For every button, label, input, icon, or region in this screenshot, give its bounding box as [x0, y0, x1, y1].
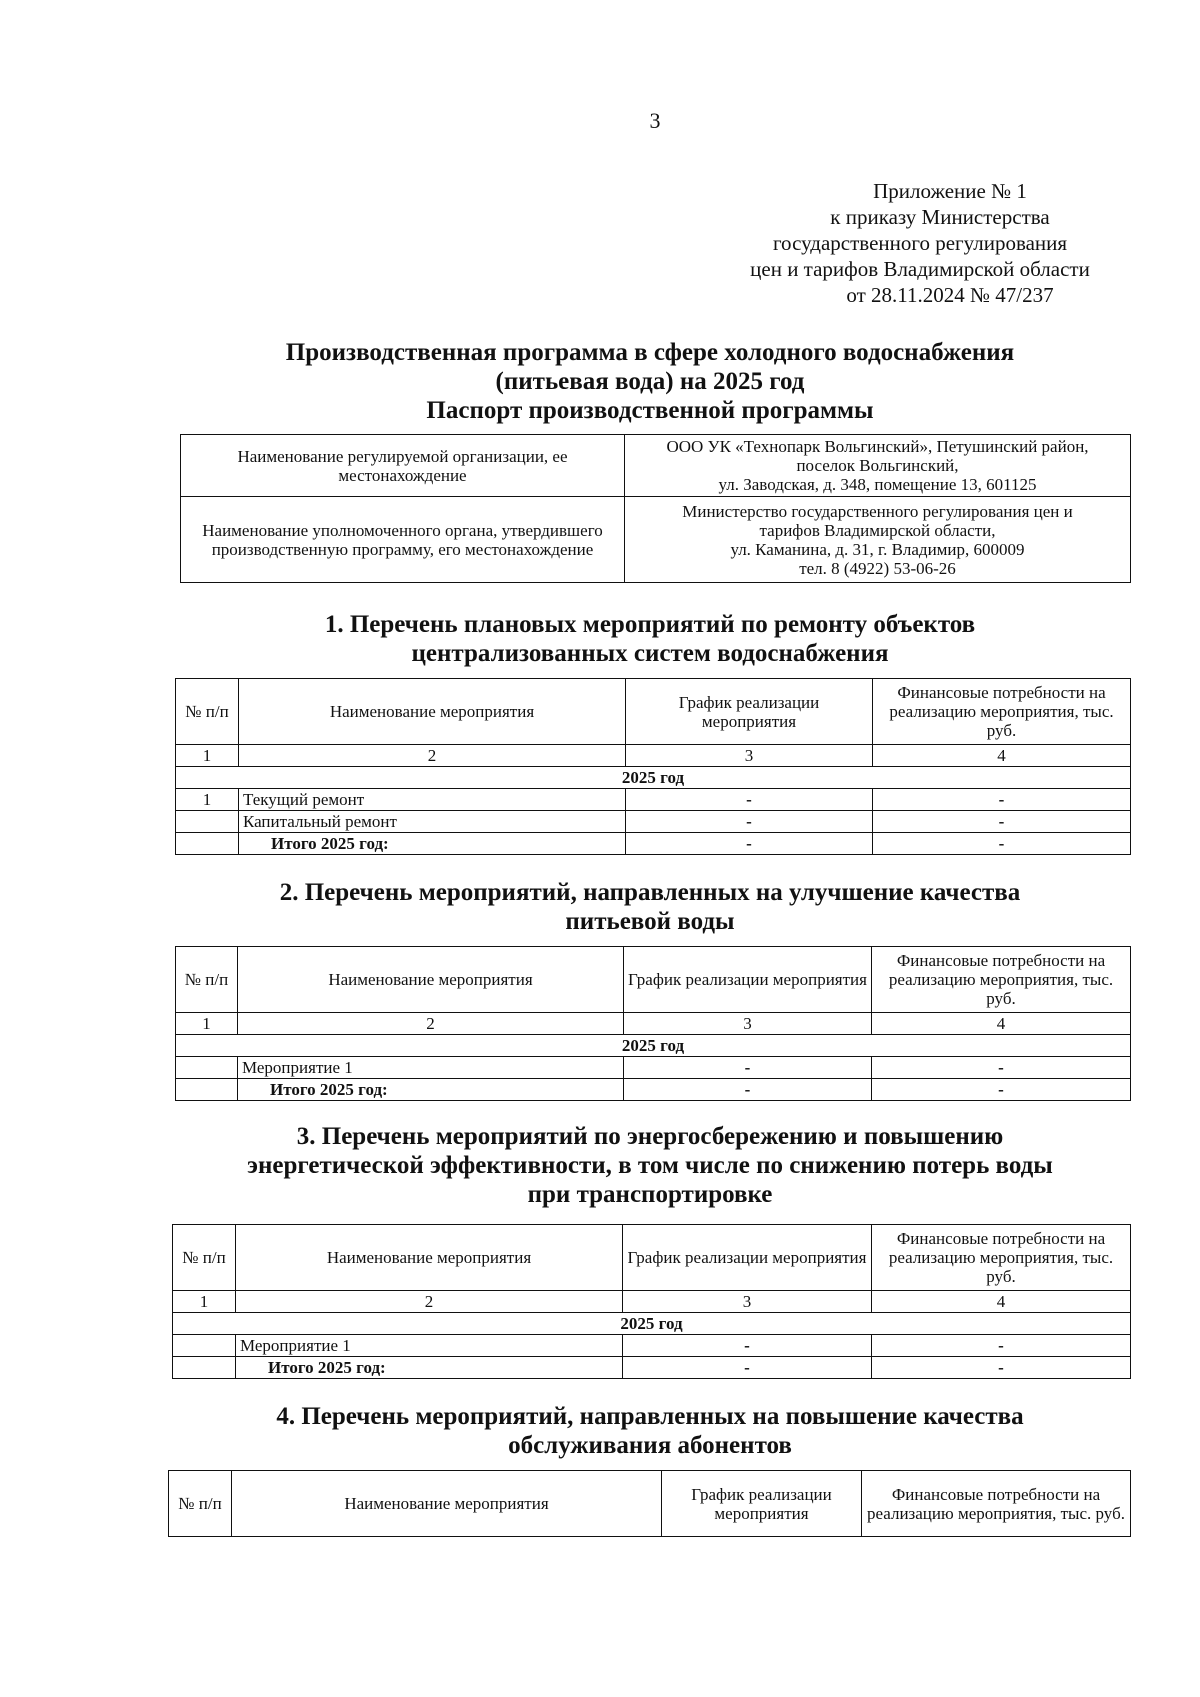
total-schedule: - — [626, 833, 873, 855]
passport-value-line: тел. 8 (4922) 53-06-26 — [799, 558, 956, 578]
row-num — [176, 811, 239, 833]
col-number: 3 — [626, 745, 873, 767]
col-number: 4 — [872, 1291, 1131, 1313]
row-name: Текущий ремонт — [239, 789, 626, 811]
row-schedule: - — [626, 789, 873, 811]
col-number: 4 — [873, 745, 1131, 767]
total-row — [176, 833, 1131, 855]
row-finance: - — [873, 789, 1131, 811]
total-finance: - — [872, 1357, 1131, 1379]
passport-value-line: поселок Вольгинский, — [796, 456, 959, 475]
passport-value-line: ул. Заводская, д. 348, помещение 13, 601125 — [718, 475, 1037, 494]
col-number: 1 — [176, 745, 239, 767]
appendix-line: цен и тарифов Владимирской области — [750, 257, 1090, 281]
header-num: № п/п — [176, 679, 239, 745]
col-number: 1 — [173, 1291, 236, 1313]
column-number-row — [173, 1291, 1131, 1313]
header-num: № п/п — [169, 1471, 232, 1537]
col-number: 3 — [624, 1013, 872, 1035]
header-name: Наименование мероприятия — [232, 1471, 662, 1537]
repair-table — [175, 678, 1131, 855]
section-title — [150, 1402, 1150, 1460]
appendix-line: Приложение № 1 — [873, 179, 1027, 203]
header-finance: Финансовые потребности на реализацию мероприятия, тыс. руб. — [872, 947, 1131, 1013]
year-row — [176, 1035, 1131, 1057]
passport-label: Наименование регулируемой организации, ее местонахождение — [181, 435, 625, 497]
appendix-line: от 28.11.2024 № 47/237 — [846, 283, 1054, 307]
header-num: № п/п — [173, 1225, 236, 1291]
year-label: 2025 год — [173, 1313, 1131, 1335]
row-finance: - — [872, 1057, 1131, 1079]
row-schedule: - — [626, 811, 873, 833]
row-num: 1 — [176, 789, 239, 811]
col-number: 3 — [623, 1291, 872, 1313]
header-name: Наименование мероприятия — [239, 679, 626, 745]
section-title-line: при транспортировке — [527, 1181, 773, 1208]
header-name: Наименование мероприятия — [238, 947, 624, 1013]
section-title-line: питьевой воды — [565, 908, 735, 935]
page-number: 3 — [649, 108, 661, 133]
row-name: Капитальный ремонт — [239, 811, 626, 833]
passport-value-line: ООО УК «Технопарк Вольгинский», Петушинский район, — [666, 437, 1089, 456]
total-label: Итого 2025 год: — [239, 833, 626, 855]
row-schedule: - — [623, 1335, 872, 1357]
header-schedule: График реализации мероприятия — [662, 1471, 862, 1537]
total-row — [173, 1357, 1131, 1379]
col-number: 4 — [872, 1013, 1131, 1035]
row-num — [176, 1057, 238, 1079]
section-title — [150, 878, 1150, 936]
section-title-line: энергетической эффективности, в том числе по снижению потерь воды — [247, 1152, 1053, 1179]
header-row — [169, 1471, 1131, 1537]
header-schedule: График реализации мероприятия — [623, 1225, 872, 1291]
table-row — [176, 789, 1131, 811]
total-label: Итого 2025 год: — [236, 1357, 623, 1379]
year-label: 2025 год — [176, 767, 1131, 789]
section-title-line: 3. Перечень мероприятий по энергосбережению и повышению — [296, 1123, 1004, 1150]
appendix-line: к приказу Министерства — [830, 205, 1050, 229]
row-num — [176, 1079, 238, 1101]
passport-value-line: Министерство государственного регулирования цен и — [682, 501, 1073, 521]
section-title — [150, 1122, 1150, 1209]
total-finance: - — [873, 833, 1131, 855]
column-number-row — [176, 1013, 1131, 1035]
table-row — [176, 811, 1131, 833]
header-name: Наименование мероприятия — [236, 1225, 623, 1291]
main-title — [150, 338, 1150, 425]
row-num — [173, 1357, 236, 1379]
total-label: Итого 2025 год: — [238, 1079, 624, 1101]
section-title-line: централизованных систем водоснабжения — [411, 640, 889, 667]
col-number: 2 — [236, 1291, 623, 1313]
passport-title: Паспорт производственной программы — [426, 397, 874, 424]
table-row — [176, 1057, 1131, 1079]
year-row — [176, 767, 1131, 789]
passport-row — [181, 497, 1131, 583]
year-label: 2025 год — [176, 1035, 1131, 1057]
section-title — [150, 610, 1150, 668]
passport-value-line: тарифов Владимирской области, — [759, 520, 996, 540]
year-row — [173, 1313, 1131, 1335]
header-schedule: График реализации мероприятия — [624, 947, 872, 1013]
row-schedule: - — [624, 1057, 872, 1079]
col-number: 2 — [239, 745, 626, 767]
passport-value — [625, 435, 1131, 497]
row-name: Мероприятие 1 — [236, 1335, 623, 1357]
header-num: № п/п — [176, 947, 238, 1013]
header-schedule: График реализации мероприятия — [626, 679, 873, 745]
total-schedule: - — [623, 1357, 872, 1379]
header-row — [176, 679, 1131, 745]
total-schedule: - — [624, 1079, 872, 1101]
total-row — [176, 1079, 1131, 1101]
passport-table — [180, 434, 1131, 583]
column-number-row — [176, 745, 1131, 767]
appendix-line: государственного регулирования — [772, 231, 1068, 255]
table-row — [173, 1335, 1131, 1357]
header-finance: Финансовые потребности на реализацию мероприятия, тыс. руб. — [873, 679, 1131, 745]
main-title-line: Производственная программа в сфере холодного водоснабжения — [285, 339, 1015, 366]
total-finance: - — [872, 1079, 1131, 1101]
section-title-line: 2. Перечень мероприятий, направленных на улучшение качества — [279, 879, 1021, 906]
header-row — [176, 947, 1131, 1013]
header-finance: Финансовые потребности на реализацию мероприятия, тыс. руб. — [872, 1225, 1131, 1291]
row-finance: - — [873, 811, 1131, 833]
appendix-header — [700, 178, 1140, 308]
col-number: 1 — [176, 1013, 238, 1035]
energy-saving-table — [172, 1224, 1131, 1379]
customer-service-table — [168, 1470, 1131, 1537]
col-number: 2 — [238, 1013, 624, 1035]
passport-value-line: ул. Каманина, д. 31, г. Владимир, 600009 — [730, 539, 1025, 559]
water-quality-table — [175, 946, 1131, 1101]
row-num — [173, 1335, 236, 1357]
row-name: Мероприятие 1 — [238, 1057, 624, 1079]
row-finance: - — [872, 1335, 1131, 1357]
header-finance: Финансовые потребности на реализацию мероприятия, тыс. руб. — [862, 1471, 1131, 1537]
passport-label: Наименование уполномоченного органа, утвердившего производственную программу, его местонахождение — [181, 497, 625, 583]
header-row — [173, 1225, 1131, 1291]
passport-row — [181, 435, 1131, 497]
section-title-line: 1. Перечень плановых мероприятий по ремонту объектов — [324, 611, 976, 638]
section-title-line: обслуживания абонентов — [508, 1432, 792, 1459]
section-title-line: 4. Перечень мероприятий, направленных на повышение качества — [276, 1403, 1024, 1430]
main-title-line: (питьевая вода) на 2025 год — [495, 368, 805, 395]
row-num — [176, 833, 239, 855]
passport-value — [625, 497, 1131, 583]
